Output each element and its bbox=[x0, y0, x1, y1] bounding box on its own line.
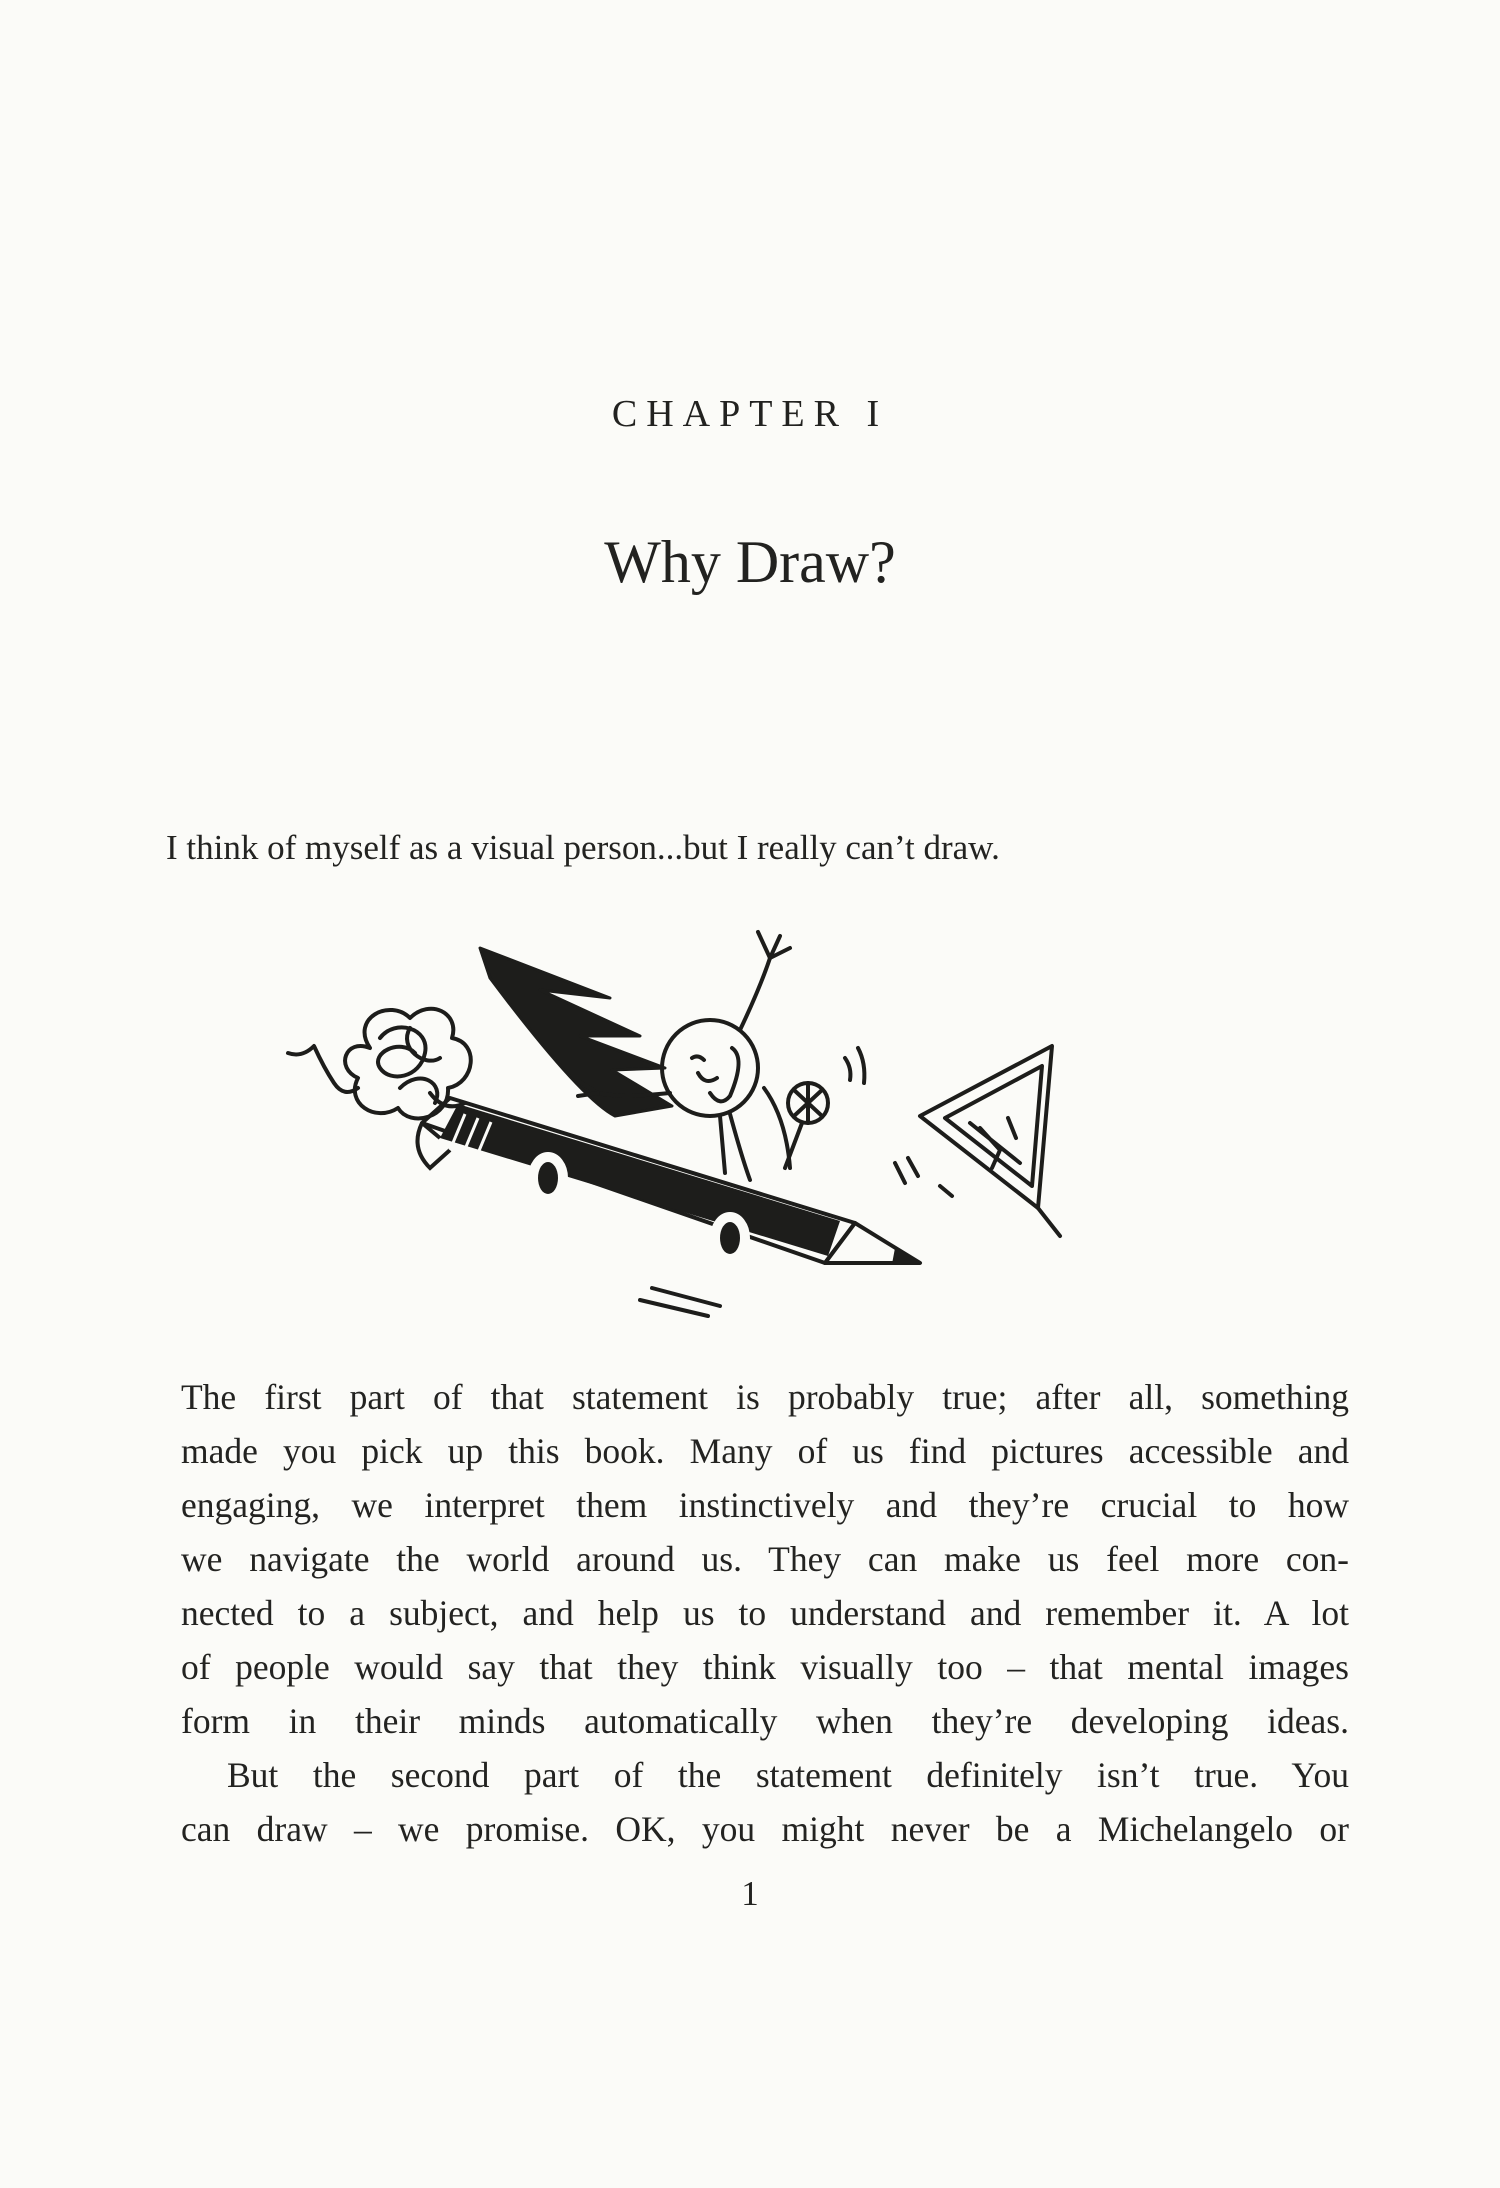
body-text bbox=[181, 1370, 1349, 1856]
body-line-5: nected to a subject, and help us to understand and remember it. A lot bbox=[181, 1593, 1349, 1633]
body-line-8: But the second part of the statement definitely isn’t true. You bbox=[227, 1755, 1349, 1795]
chapter-label: CHAPTER I bbox=[611, 393, 889, 435]
body-line-7: form in their minds automatically when they’re developing ideas. bbox=[181, 1701, 1349, 1741]
epigraph: I think of myself as a visual person...but I really can’t draw. bbox=[166, 828, 1000, 867]
body-line-6: of people would say that they think visually too – that mental images bbox=[181, 1647, 1349, 1687]
body-line-4: we navigate the world around us. They can make us feel more con- bbox=[181, 1539, 1349, 1579]
body-line-9: can draw – we promise. OK, you might never be a Michelangelo or bbox=[181, 1809, 1349, 1849]
body-line-3: engaging, we interpret them instinctively and they’re crucial to how bbox=[181, 1485, 1349, 1525]
body-line-2: made you pick up this book. Many of us find pictures accessible and bbox=[181, 1431, 1349, 1471]
chapter-title: Why Draw? bbox=[604, 529, 896, 595]
pencil-rocket-illustration-icon bbox=[280, 918, 1240, 1338]
page-number: 1 bbox=[741, 1874, 759, 1913]
body-line-1: The first part of that statement is probably true; after all, something bbox=[181, 1377, 1349, 1417]
